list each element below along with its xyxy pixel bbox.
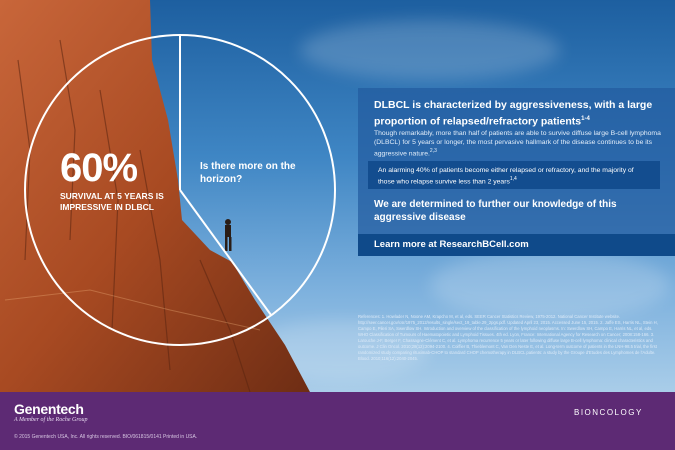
commitment-statement: We are determined to further our knowledge of this aggressive disease bbox=[374, 199, 617, 223]
panel-body-text: Though remarkably, more than half of patients are able to survive diffuse large B-cell lymphoma (DLBCL) for 5 years or longer, the most pervasive hallmark of the disease continues to be its aggressive nature.$^{2,3}$ bbox=[374, 130, 661, 158]
references-text: References: 1. Howlader N, Noone AM, Krapcho M, et al, eds. SEER Cancer Statistics Review, 1975-2012. National Cancer Institute website. http://seer.cancer.gov/csr/1975_2012/results_single/sect_19_table.29_2pgs.pdf. Updated April 23, 2015. Accessed June 15, 2015. 2. Jaffe ES, Harris NL, Stein H, Campo E, Pileri SA, Swerdlow SH. Introduction and overview of the classification of the lymphoid neoplasms. In: Swerdlow SH, Campo E, Harris NL, et al, eds. WHO Classification of Tumours of Haematopoietic and Lymphoid Tissues. 4th ed. Lyon, France: International Agency for Research on Cancer; 2008:158-166. 3. Larouche J-F, Berger F, Chassagne-Clément C, et al. Lymphoma recurrence 5 years or later following diffuse large B-cell lymphoma: clinical characteristics and outcome. J Clin Oncol. 2010;28(12):2094-2100. 4. Coiffier B, Thieblemont C, Van Den Neste E, et al. Long-term outcome of patients in the LNH-98.5 trial, the first randomized study comparing rituximab-CHOP to standard CHOP chemotherapy in DLBCL patients: a study by the Groupe d'Etudes des Lymphomes de l'Adulte. Blood. 2010;116(12):2040-2045. bbox=[358, 314, 658, 361]
footer-bar bbox=[0, 392, 675, 450]
roche-tagline: A Member of the Roche Group bbox=[14, 417, 88, 423]
learn-more-link[interactable]: Learn more at ResearchBCell.com bbox=[358, 234, 675, 256]
panel-headline: DLBCL is characterized by aggressiveness, with a large proportion of relapsed/refractory patients$^{1-4}$ bbox=[374, 99, 653, 128]
biooncology-logo: BIONCOLOGY bbox=[574, 408, 643, 417]
alarm-callout: An alarming 40% of patients become either relapsed or refractory, and the majority of those who relapse survive less than 2 years$^{1,4}$ bbox=[368, 161, 660, 189]
info-panel bbox=[358, 88, 675, 256]
survival-percent: 60% bbox=[60, 146, 138, 190]
horizon-question: Is there more on the horizon? bbox=[200, 161, 296, 185]
survival-caption: SURVIVAL AT 5 YEARS IS IMPRESSIVE IN DLBCL bbox=[60, 191, 164, 212]
copyright-text: © 2015 Genentech USA, Inc. All rights reserved. BIO/061815/0141 Printed in USA. bbox=[14, 434, 198, 440]
genentech-logo: Genentech bbox=[14, 401, 84, 417]
